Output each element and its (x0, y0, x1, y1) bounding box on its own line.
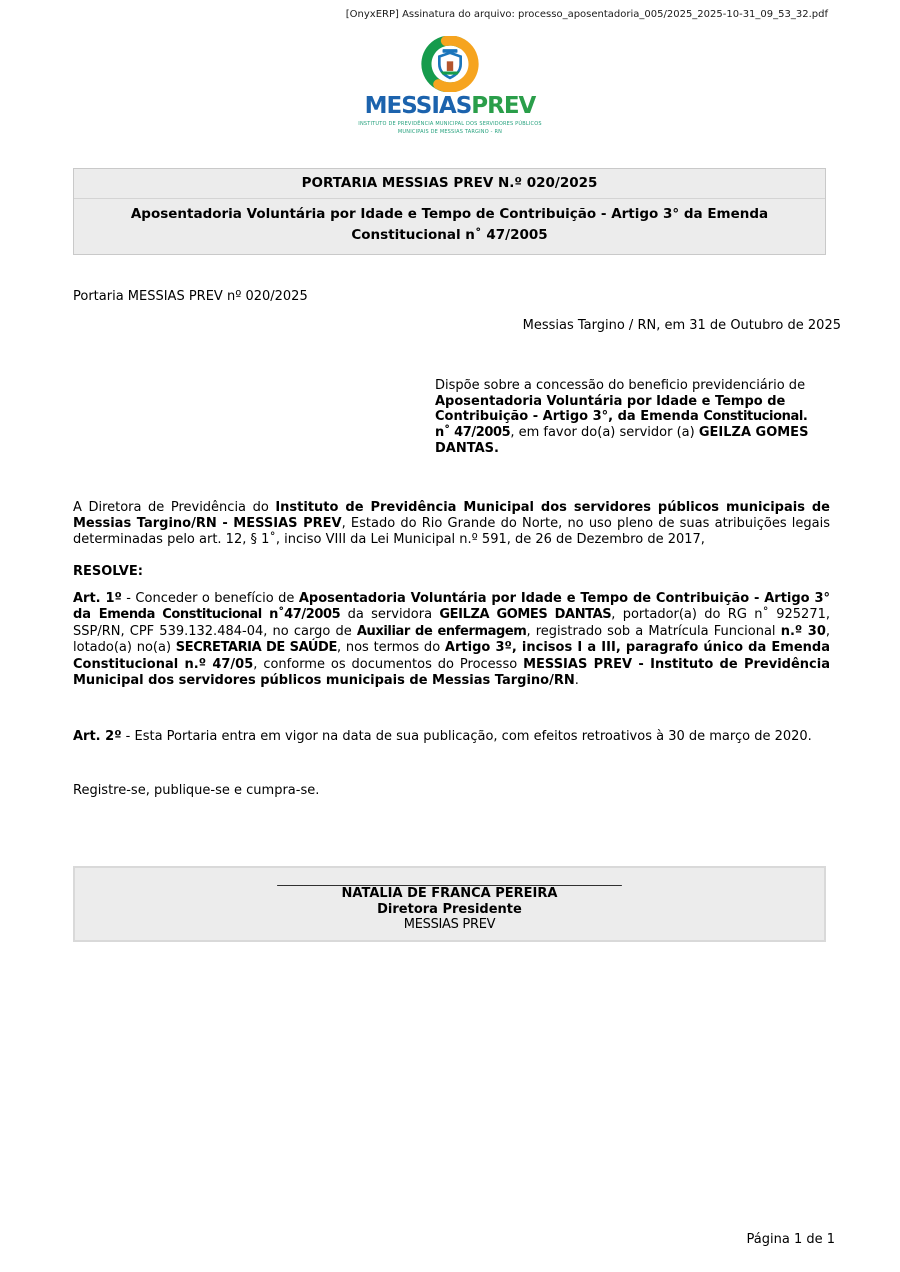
text-run: - Esta Portaria entra em vigor na data de sua publicação, com efeitos retroativos à 30 de março de 2020. (121, 729, 812, 744)
logo-institute-line1: INSTITUTO DE PREVIDÊNCIA MUNICIPAL DOS SERVIDORES PÚBLICOS (358, 121, 542, 127)
signature-box (73, 866, 826, 942)
text-run: , Estado do Rio Grande do Norte, no uso pleno de suas atribuições legais determinadas pelo art. 12, § 1˚, inciso VIII da Lei Municipal n.º 591, de 26 de Dezembro de 2017, (73, 516, 830, 548)
text-run: GEILZA GOMES DANTAS (439, 607, 612, 623)
preamble-paragraph (73, 500, 830, 548)
text-run: MESSIAS PREV - Instituto de Previdência Municipal dos servidores públicos municipais de Messias Targino/RN (73, 656, 830, 689)
text-run: GEILZA GOMES DANTAS. (435, 425, 809, 456)
text-run: , portador(a) do RG n˚ 925271, SSP/RN, CPF 539.132.484-04, no cargo de (73, 607, 830, 639)
text-run: Auxiliar de enfermagem (356, 623, 527, 639)
logo-shield-tower (447, 61, 453, 71)
signatory-role: Diretora Presidente (377, 901, 522, 917)
text-run: Art. 1º (73, 591, 122, 606)
closing-line: Registre-se, publique-se e cumpra-se. (73, 783, 320, 798)
text-run: Art. 2º (73, 729, 122, 744)
text-run: . (574, 673, 579, 689)
text-run: da servidora (340, 607, 440, 623)
portaria-reference: Portaria MESSIAS PREV nº 020/2025 (73, 289, 308, 304)
text-run: - Conceder o benefício de (121, 591, 299, 606)
portaria-number-row: PORTARIA MESSIAS PREV N.º 020/2025 (74, 169, 825, 199)
logo-wordmark (0, 95, 900, 118)
signatory-name: NATALIA DE FRANCA PEREIRA (341, 886, 558, 901)
text-run: , nos termos do (336, 640, 445, 656)
logo-emblem-icon (402, 36, 498, 92)
logo-institute-caption (0, 121, 900, 136)
logo-wordmark-prev: PREV (471, 93, 536, 119)
text-run: Artigo 3º, incisos I a III, paragrafo único da Emenda Constitucional n.º 47/05 (73, 640, 830, 672)
text-run: SECRETARIA DE SAÚDE (175, 640, 337, 656)
text-run: Dispõe sobre a concessão do beneficio previdenciário de (435, 378, 806, 393)
portaria-subject-row (74, 199, 825, 254)
text-run: Aposentadoria Voluntária por Idade e Tempo de Contribuição - Artigo 3° da (73, 591, 830, 623)
resolve-heading: RESOLVE: (73, 564, 143, 579)
signature-line: _____________________________________________________ (277, 872, 622, 887)
article-2-paragraph (73, 729, 830, 745)
text-run: Instituto de Previdência Municipal dos servidores públicos municipais de Messias Targino/RN - MESSIAS PREV (73, 500, 830, 532)
text-run: , lotado(a) no(a) (73, 623, 831, 656)
file-signature-header: [OnyxERP] Assinatura do arquivo: processo_aposentadoria_005/2025_2025-10-31_09_53_32.pdf (345, 9, 828, 20)
article-1-paragraph (73, 591, 830, 689)
text-run: Aposentadoria Voluntária por Idade e Tempo de Contribuição - Artigo 3°, da Emenda (435, 393, 786, 425)
portaria-title-box (73, 168, 826, 255)
portaria-subject-text: Aposentadoria Voluntária por Idade e Tempo de Contribuição - Artigo 3° da Emenda Constitucional n˚ 47/2005 (130, 206, 769, 243)
text-run: A Diretora de Previdência do (73, 500, 276, 515)
signatory-org: MESSIAS PREV (403, 917, 496, 932)
messiasprev-logo (0, 36, 900, 136)
logo-institute-line2: MUNICIPAIS DE MESSIAS TARGINO - RN (397, 128, 503, 135)
text-run: , em favor do(a) servidor (a) (510, 425, 699, 441)
logo-shield-ground (440, 71, 459, 74)
text-run: Constitucional. n˚ 47/2005 (435, 409, 808, 441)
page-number: Página 1 de 1 (746, 1232, 835, 1247)
text-run: Emenda Constitucional n˚47/2005 (98, 607, 341, 623)
logo-wordmark-messias: MESSIAS (364, 93, 472, 119)
text-run: , registrado sob a Matrícula Funcional (526, 623, 781, 639)
dateline: Messias Targino / RN, em 31 de Outubro de 2025 (522, 318, 841, 333)
text-run: n.º 30 (780, 623, 826, 639)
text-run: , conforme os documentos do Processo (253, 656, 524, 672)
summary-paragraph (435, 378, 813, 457)
